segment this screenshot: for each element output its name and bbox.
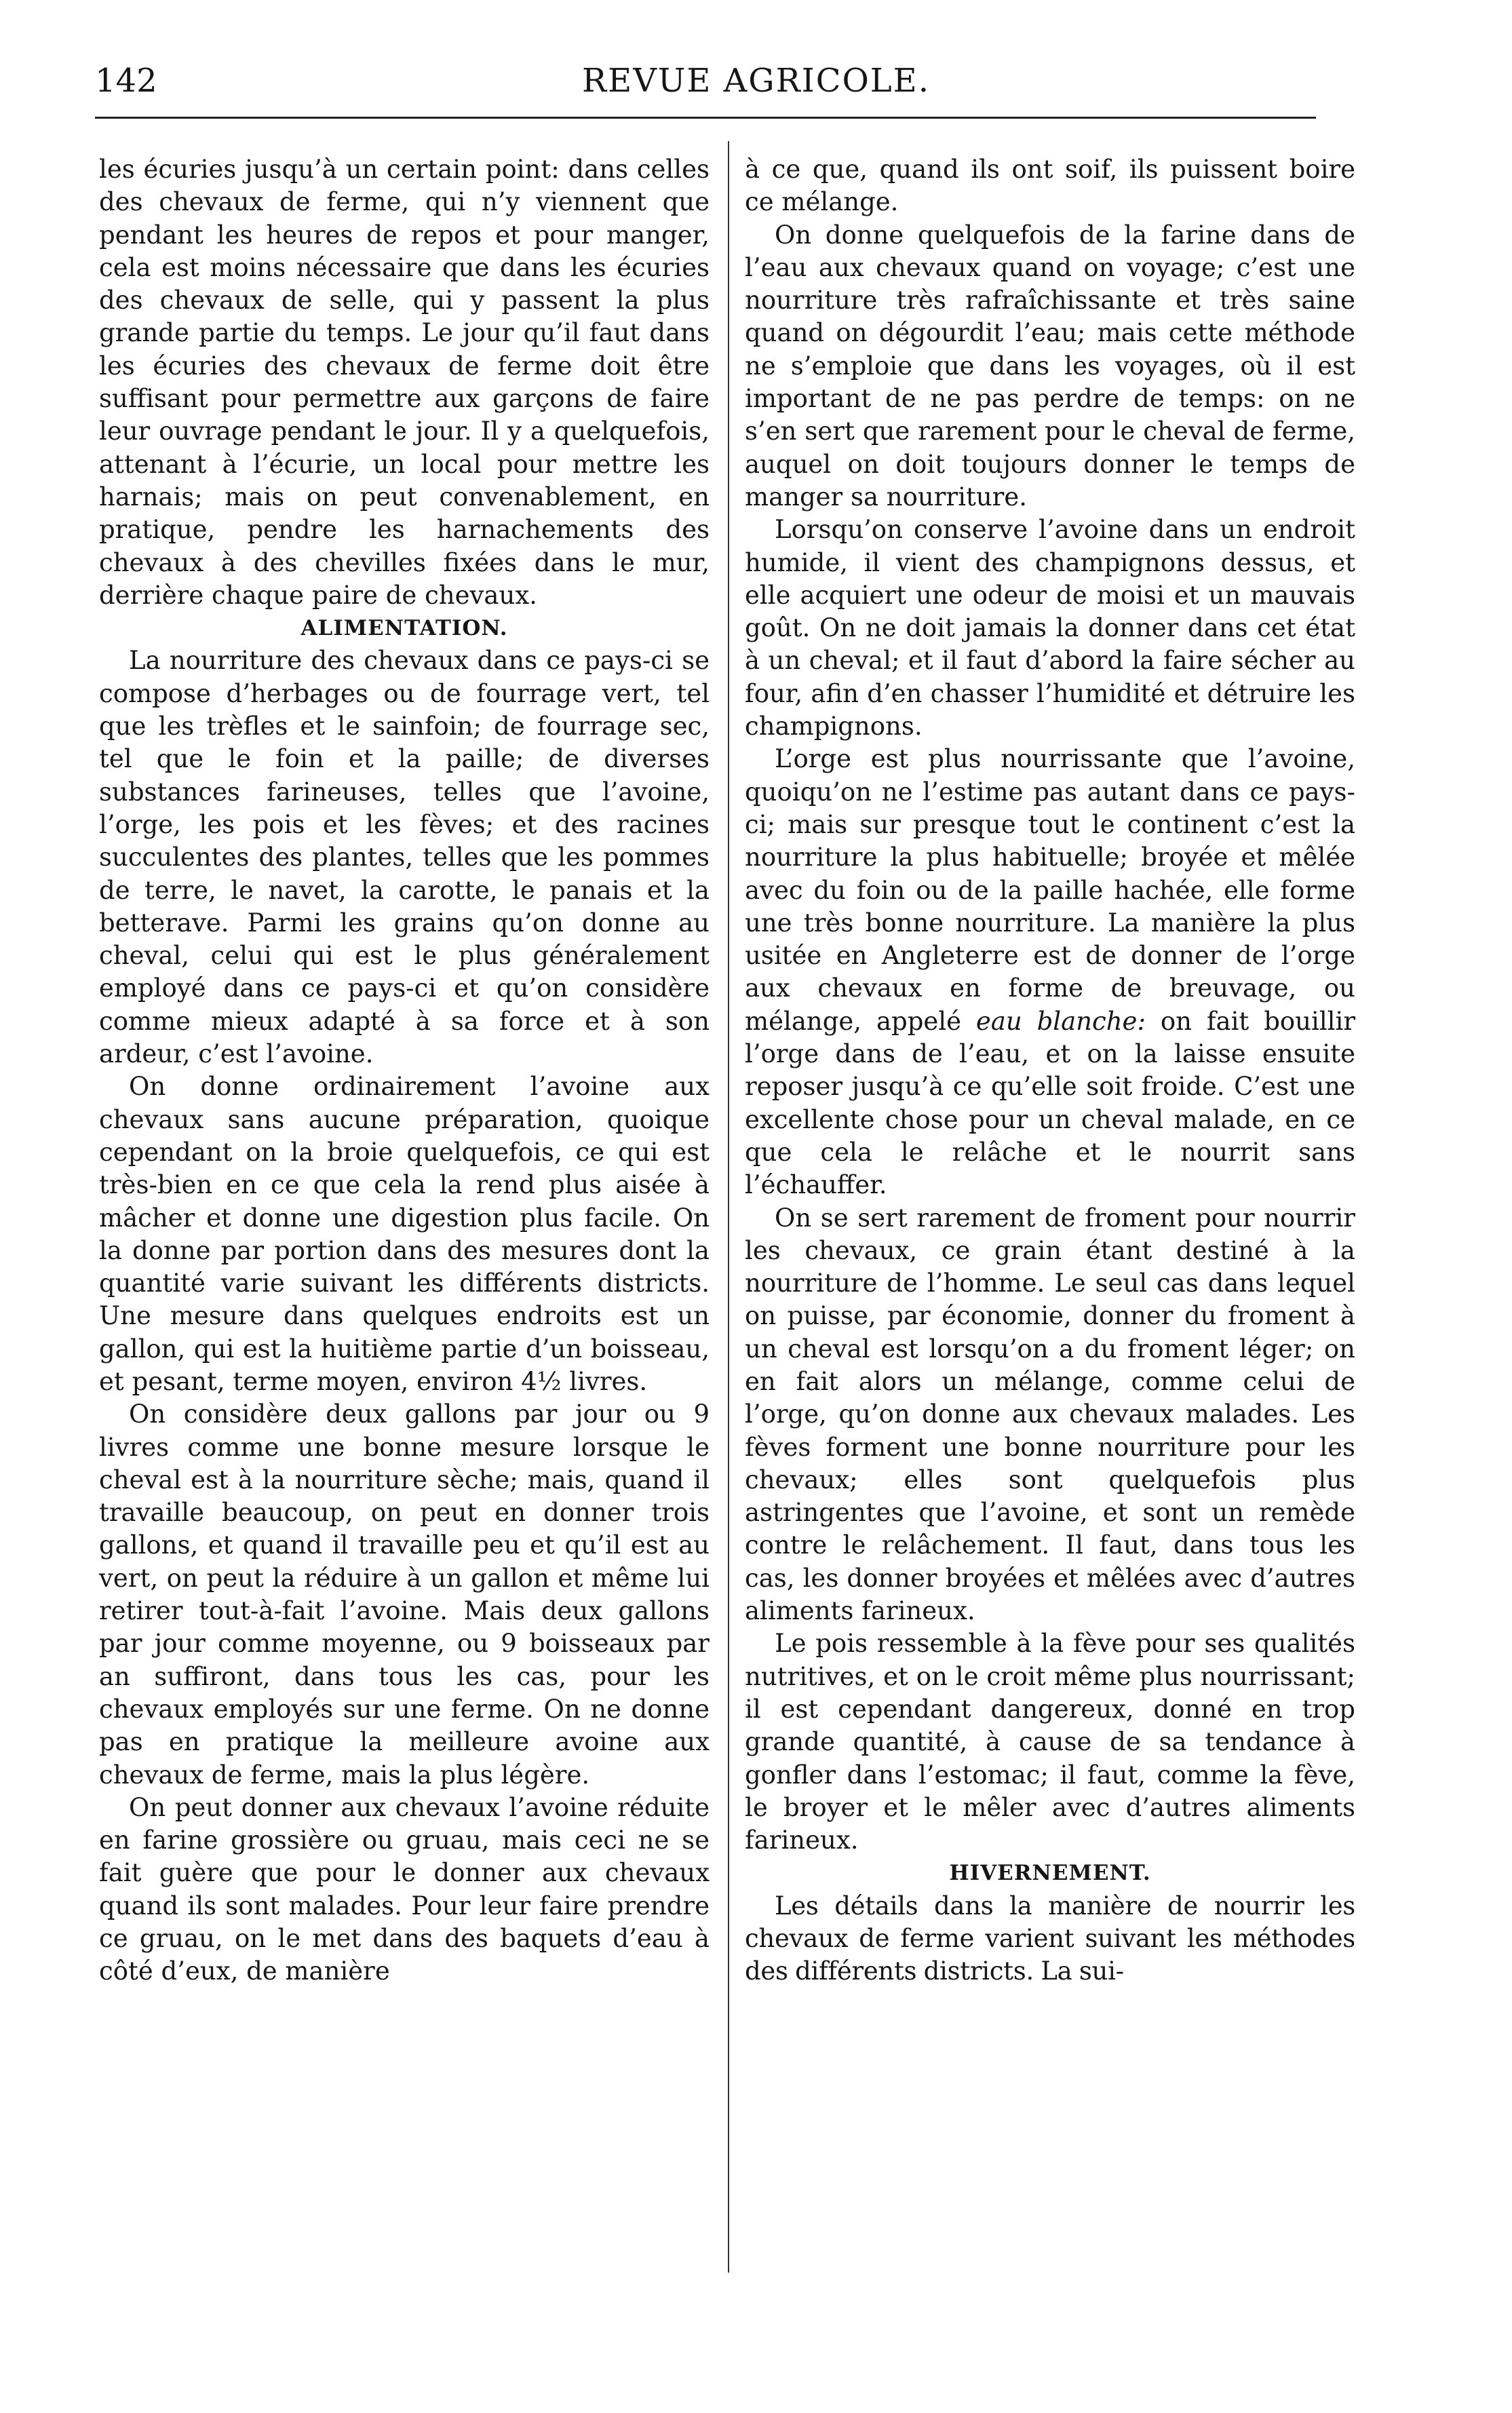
right-paragraph-5: On se sert rarement de froment pour nourrir les chevaux, ce grain étant destiné à la nourriture de l’homme. Le seul cas dans lequel on puisse, par économie, donner du froment à un cheval est lorsqu’on a du froment léger; on en fait alors un mélange, comme celui de l’orge, qu’on donne aux chevaux malades. Les fèves forment une bonne nourriture pour les chevaux; elles sont quelquefois plus astringentes que l’avoine, et sont un remède contre le relâchement. Il faut, dans tous les cas, les donner broyées et mêlées avec d’autres aliments farineux. [745,1203,1355,1626]
column-divider [728,141,729,2273]
right-paragraph-2: On donne quelquefois de la farine dans de l’eau aux chevaux quand on voyage; c’est une nourriture très rafraîchissante et très saine quand on dégourdit l’eau; mais cette méthode ne s’emploie que dans les voyages, où il est important de ne pas perdre de temps: on ne s’en sert que rarement pour le cheval de ferme, auquel on doit toujours donner le temps de manger sa nourriture. [745,220,1355,511]
running-head-title: REVUE AGRICOLE. [582,62,930,100]
header-rule [95,117,1316,119]
right-paragraph-1: à ce que, quand ils ont soif, ils puissent boire ce mélange. [745,155,1355,217]
left-paragraph-3: On donne ordinairement l’avoine aux chevaux sans aucune préparation, quoique cependant on la broie quelquefois, ce qui est très-bien en ce que cela la rend plus aisée à mâcher et donne une digestion plus facile. On la donne par portion dans des mesures dont la quantité varie suivant les différents districts. Une mesure dans quelques endroits est un gallon, qui est la huitième partie d’un boisseau, et pesant, terme moyen, environ 4½ livres. [99,1072,710,1396]
right-paragraph-4-text-a: L’orge est plus nourrissante que l’avoine, quoiqu’on ne l’estime pas autant dans ce pays-ci; mais sur presque tout le continent c’est la nourriture la plus habituelle; broyée et mêlée avec du foin ou de la paille hachée, elle forme une très bonne nourriture. La manière la plus usitée en Angleterre est de donner de l’orge aux chevaux en forme de breuvage, ou mélange, appelé [745,744,1355,1036]
left-column [99,153,710,1988]
page-number: 142 [95,62,157,100]
left-paragraph-2: La nourriture des chevaux dans ce pays-ci se compose d’herbages ou de fourrage vert, tel que les trèfles et le sainfoin; de fourrage sec, tel que le foin et la paille; de diverses substances farineuses, telles que l’avoine, l’orge, les pois et les fèves; et des racines succulentes des plantes, telles que les pommes de terre, le navet, la carotte, le panais et la betterave. Parmi les grains qu’on donne au cheval, celui qui est le plus généralement employé dans ce pays-ci et qu’on considère comme mieux adapté à sa force et à son ardeur, c’est l’avoine. [99,646,710,1069]
right-paragraph-4-text-b: on fait bouillir l’orge dans de l’eau, et on la laisse ensuite reposer jusqu’à ce qu’elle soit froide. C’est une excellente chose pour un cheval malade, en ce que cela le relâche et le nourrit sans l’échauffer. [745,1006,1355,1200]
left-paragraph-4: On considère deux gallons par jour ou 9 livres comme une bonne mesure lorsque le cheval est à la nourriture sèche; mais, quand il travaille beaucoup, on peut en donner trois gallons, et quand il travaille peu et qu’il est au vert, on peut la réduire à un gallon et même lui retirer tout-à-fait l’avoine. Mais deux gallons par jour comme moyenne, ou 9 boisseaux par an suffiront, dans tous les cas, pour les chevaux employés sur une ferme. On ne donne pas en pratique la meilleure avoine aux chevaux de ferme, mais la plus légère. [99,1399,710,1790]
right-paragraph-4 [745,743,1355,1201]
right-paragraph-3: Lorsqu’on conserve l’avoine dans un endroit humide, il vient des champignons dessus, et elle acquiert une odeur de moisi et un mauvais goût. On ne doit jamais la donner dans cet état à un cheval; et il faut d’abord la faire sécher au four, afin d’en chasser l’humidité et détruire les champignons. [745,515,1355,741]
left-paragraph-5: On peut donner aux chevaux l’avoine réduite en farine grossière ou gruau, mais ceci ne se fait guère que pour le donner aux chevaux quand ils sont malades. Pour leur faire prendre ce gruau, on le met dans des baquets d’eau à côté d’eux, de manière [99,1792,710,1986]
italic-term-eau-blanche: eau blanche: [975,1006,1146,1036]
right-paragraph-7: Les détails dans la manière de nourrir les chevaux de ferme varient suivant les méthodes des différents districts. La sui- [745,1891,1355,1986]
left-paragraph-1: les écuries jusqu’à un certain point: dans celles des chevaux de ferme, qui n’y viennent que pendant les heures de repos et pour manger, cela est moins nécessaire que dans les écuries des chevaux de selle, qui y passent la plus grande partie du temps. Le jour qu’il faut dans les écuries des chevaux de ferme doit être suffisant pour permettre aux garçons de faire leur ouvrage pendant le jour. Il y a quelquefois, attenant à l’écurie, un local pour mettre les harnais; mais on peut convenablement, en pratique, pendre les harnachements des chevaux à des chevilles fixées dans le mur, derrière chaque paire de chevaux. [99,155,710,610]
section-heading-hivernement: HIVERNEMENT. [949,1861,1151,1886]
right-paragraph-6: Le pois ressemble à la fève pour ses qualités nutritives, et on le croit même plus nourrissant; il est cependant dangereux, donné en trop grande quantité, à cause de sa tendance à gonfler dans l’estomac; il faut, comme la fève, le broyer et le mêler avec d’autres aliments farineux. [745,1629,1355,1855]
right-column [745,153,1355,1988]
section-heading-alimentation: ALIMENTATION. [301,616,508,641]
